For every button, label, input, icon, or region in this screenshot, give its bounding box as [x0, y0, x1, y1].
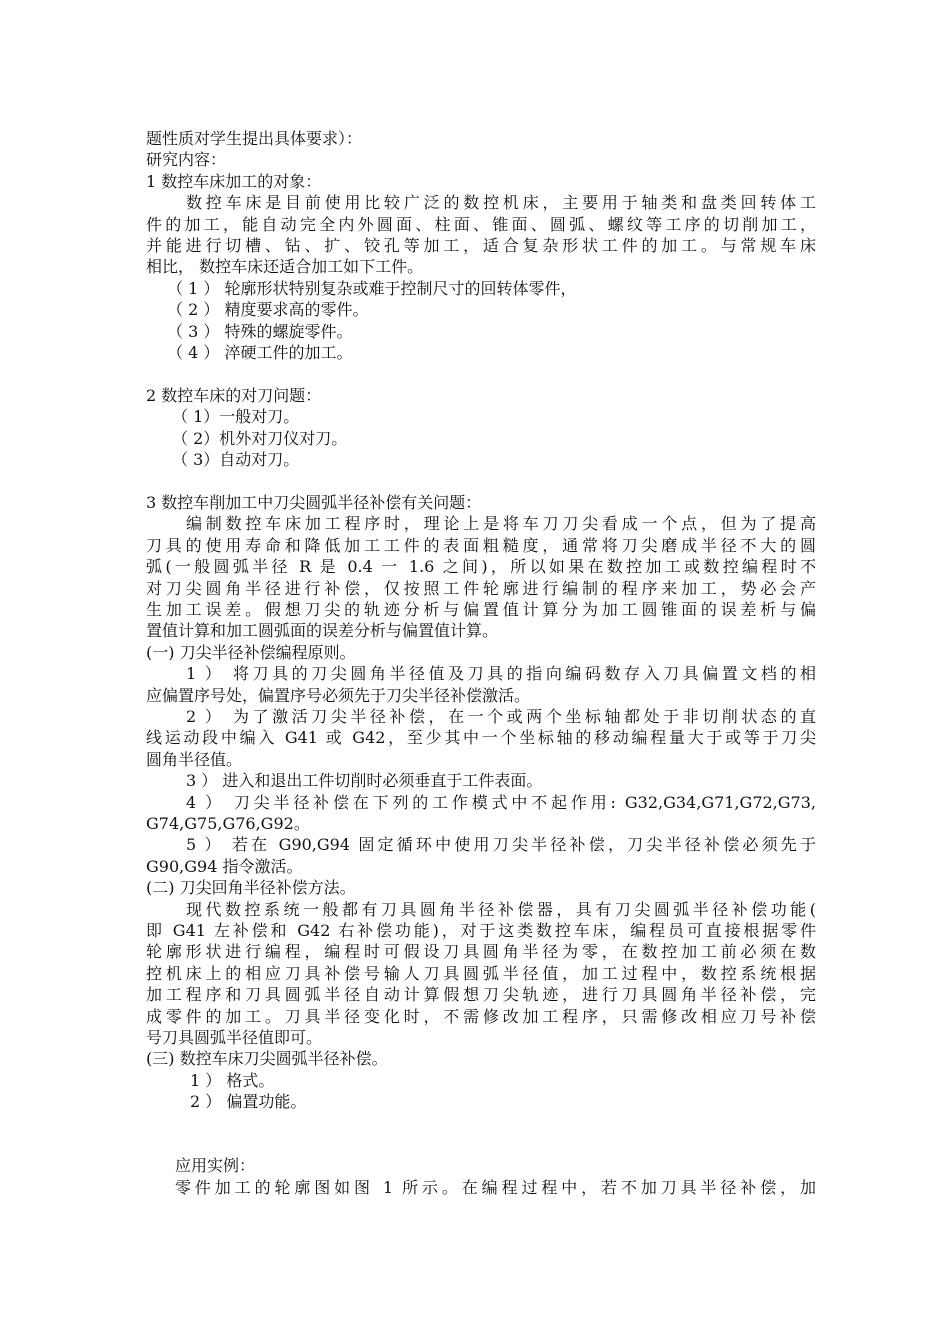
blank-line: [146, 1113, 816, 1134]
text-line: 成零件的加工。刀具半径变化时，不需修改加工程序，只需修改相应刀号补偿: [146, 1006, 816, 1026]
text-line: 件的加工，能自动完全内外圆面、柱面、锥面、圆弧、螺纹等工序的切削加工，: [146, 214, 816, 234]
text-line: 并能进行切槽、钻、扩、铰孔等加工，适合复杂形状工件的加工。与常规车床: [146, 236, 816, 256]
text-line: (一) 刀尖半径补偿编程原则。: [146, 642, 356, 662]
text-line: 置值计算和加工圆弧面的误差分析与偏置值计算。: [146, 621, 499, 641]
text-line: （ 3 ） 特殊的螺旋零件。: [167, 321, 353, 341]
text-line: （ 2 ） 精度要求高的零件。: [167, 300, 369, 320]
text-line: 数控车床是目前使用比较广泛的数控机床，主要用于轴类和盘类回转体工: [186, 193, 816, 213]
text-line: 研究内容：: [146, 150, 227, 170]
text-line: （ 3）自动对刀。: [172, 450, 300, 470]
text-line: 相比， 数控车床还适合加工如下工件。: [146, 257, 424, 277]
text-line: 1 数控车床加工的对象：: [146, 171, 322, 191]
text-line: (二) 刀尖回角半径补偿方法。: [146, 878, 356, 898]
text-line: 轮廓形状进行编程，编程时可假设刀具圆角半径为零，在数控加工前必须在数: [146, 942, 816, 962]
text-line: 编制数控车床加工程序时，理论上是将车刀刀尖看成一个点，但为了提高: [186, 514, 816, 534]
text-line: 号刀具圆弧半径值即可。: [146, 1028, 323, 1048]
document-body: [146, 128, 816, 1198]
text-line: 生加工误差。假想刀尖的轨迹分析与偏置值计算分为加工圆锥面的误差析与偏: [146, 599, 816, 619]
text-line: 1 ） 将刀具的刀尖圆角半径值及刀具的指向编码数存入刀具偏置文档的相: [186, 664, 816, 684]
blank-line: [146, 363, 816, 384]
text-line: 现代数控系统一般都有刀具圆角半径补偿器，具有刀尖圆弧半径补偿功能(: [186, 899, 816, 919]
text-line: （ 1）一般对刀。: [172, 407, 300, 427]
blank-line: [146, 1134, 816, 1155]
text-line: 3 ） 进入和退出工件切削时必须垂直于工件表面。: [186, 771, 543, 791]
text-line: （ 1 ） 轮廓形状特别复杂或难于控制尺寸的回转体零件，: [167, 278, 577, 298]
text-line: 5 ） 若在 G90,G94 固定循环中使用刀尖半径补偿，刀尖半径补偿必须先于: [186, 835, 816, 855]
text-line: 圆角半径值。: [146, 749, 243, 769]
text-line: 4 ） 刀尖半径补偿在下列的工作模式中不起作用: G32,G34,G71,G72,G73,: [186, 792, 816, 812]
text-line: 2 数控车床的对刀问题：: [146, 385, 322, 405]
text-line: 控机床上的相应刀具补偿号输人刀具圆弧半径值，加工过程中，数控系统根据: [146, 963, 816, 983]
text-line: 应用实例：: [175, 1156, 256, 1176]
text-line: 2 ） 偏置功能。: [190, 1092, 307, 1112]
text-line: 1 ） 格式。: [190, 1070, 275, 1090]
text-line: G90,G94 指令激活。: [146, 856, 303, 876]
text-line: 加工程序和刀具圆弧半径自动计算假想刀尖轨迹，进行刀具圆角半径补偿，完: [146, 985, 816, 1005]
text-line: （ 4 ） 淬硬工件的加工。: [167, 343, 353, 363]
text-line: (三) 数控车床刀尖圆弧半径补偿。: [146, 1049, 388, 1069]
text-line: G74,G75,G76,G92。: [146, 813, 310, 833]
text-line: 3 数控车削加工中刀尖圆弧半径补偿有关问题：: [146, 492, 482, 512]
text-line: （ 2）机外对刀仪对刀。: [172, 428, 348, 448]
text-line: 刀具的使用寿命和降低加工工件的表面粗糙度，通常将刀尖磨成半径不大的圆: [146, 535, 816, 555]
text-line: 对刀尖圆角半径进行补偿，仅按照工件轮廓进行编制的程序来加工，势必会产: [146, 578, 816, 598]
text-line: 题性质对学生提出具体要求）：: [146, 129, 363, 148]
text-line: 线运动段中编入 G41 或 G42，至少其中一个坐标轴的移动编程量大于或等于刀尖: [146, 728, 816, 748]
text-line: 弧(一般圆弧半径 R 是 0.4 一 1.6 之间)，所以如果在数控加工或数控编程时不: [146, 557, 816, 577]
text-line: 应偏置序号处，偏置序号必须先于刀尖半径补偿激活。: [146, 685, 531, 705]
text-line: 即 G41 左补偿和 G42 右补偿功能)，对于这类数控车床，编程员可直接根据零件: [146, 921, 816, 940]
text-line: 零件加工的轮廓图如图 1 所示。在编程过程中，若不加刀具半径补偿，加: [175, 1177, 816, 1197]
blank-line: [146, 470, 816, 491]
text-line: 2 ） 为了激活刀尖半径补偿，在一个或两个坐标轴都处于非切削状态的直: [186, 706, 816, 726]
